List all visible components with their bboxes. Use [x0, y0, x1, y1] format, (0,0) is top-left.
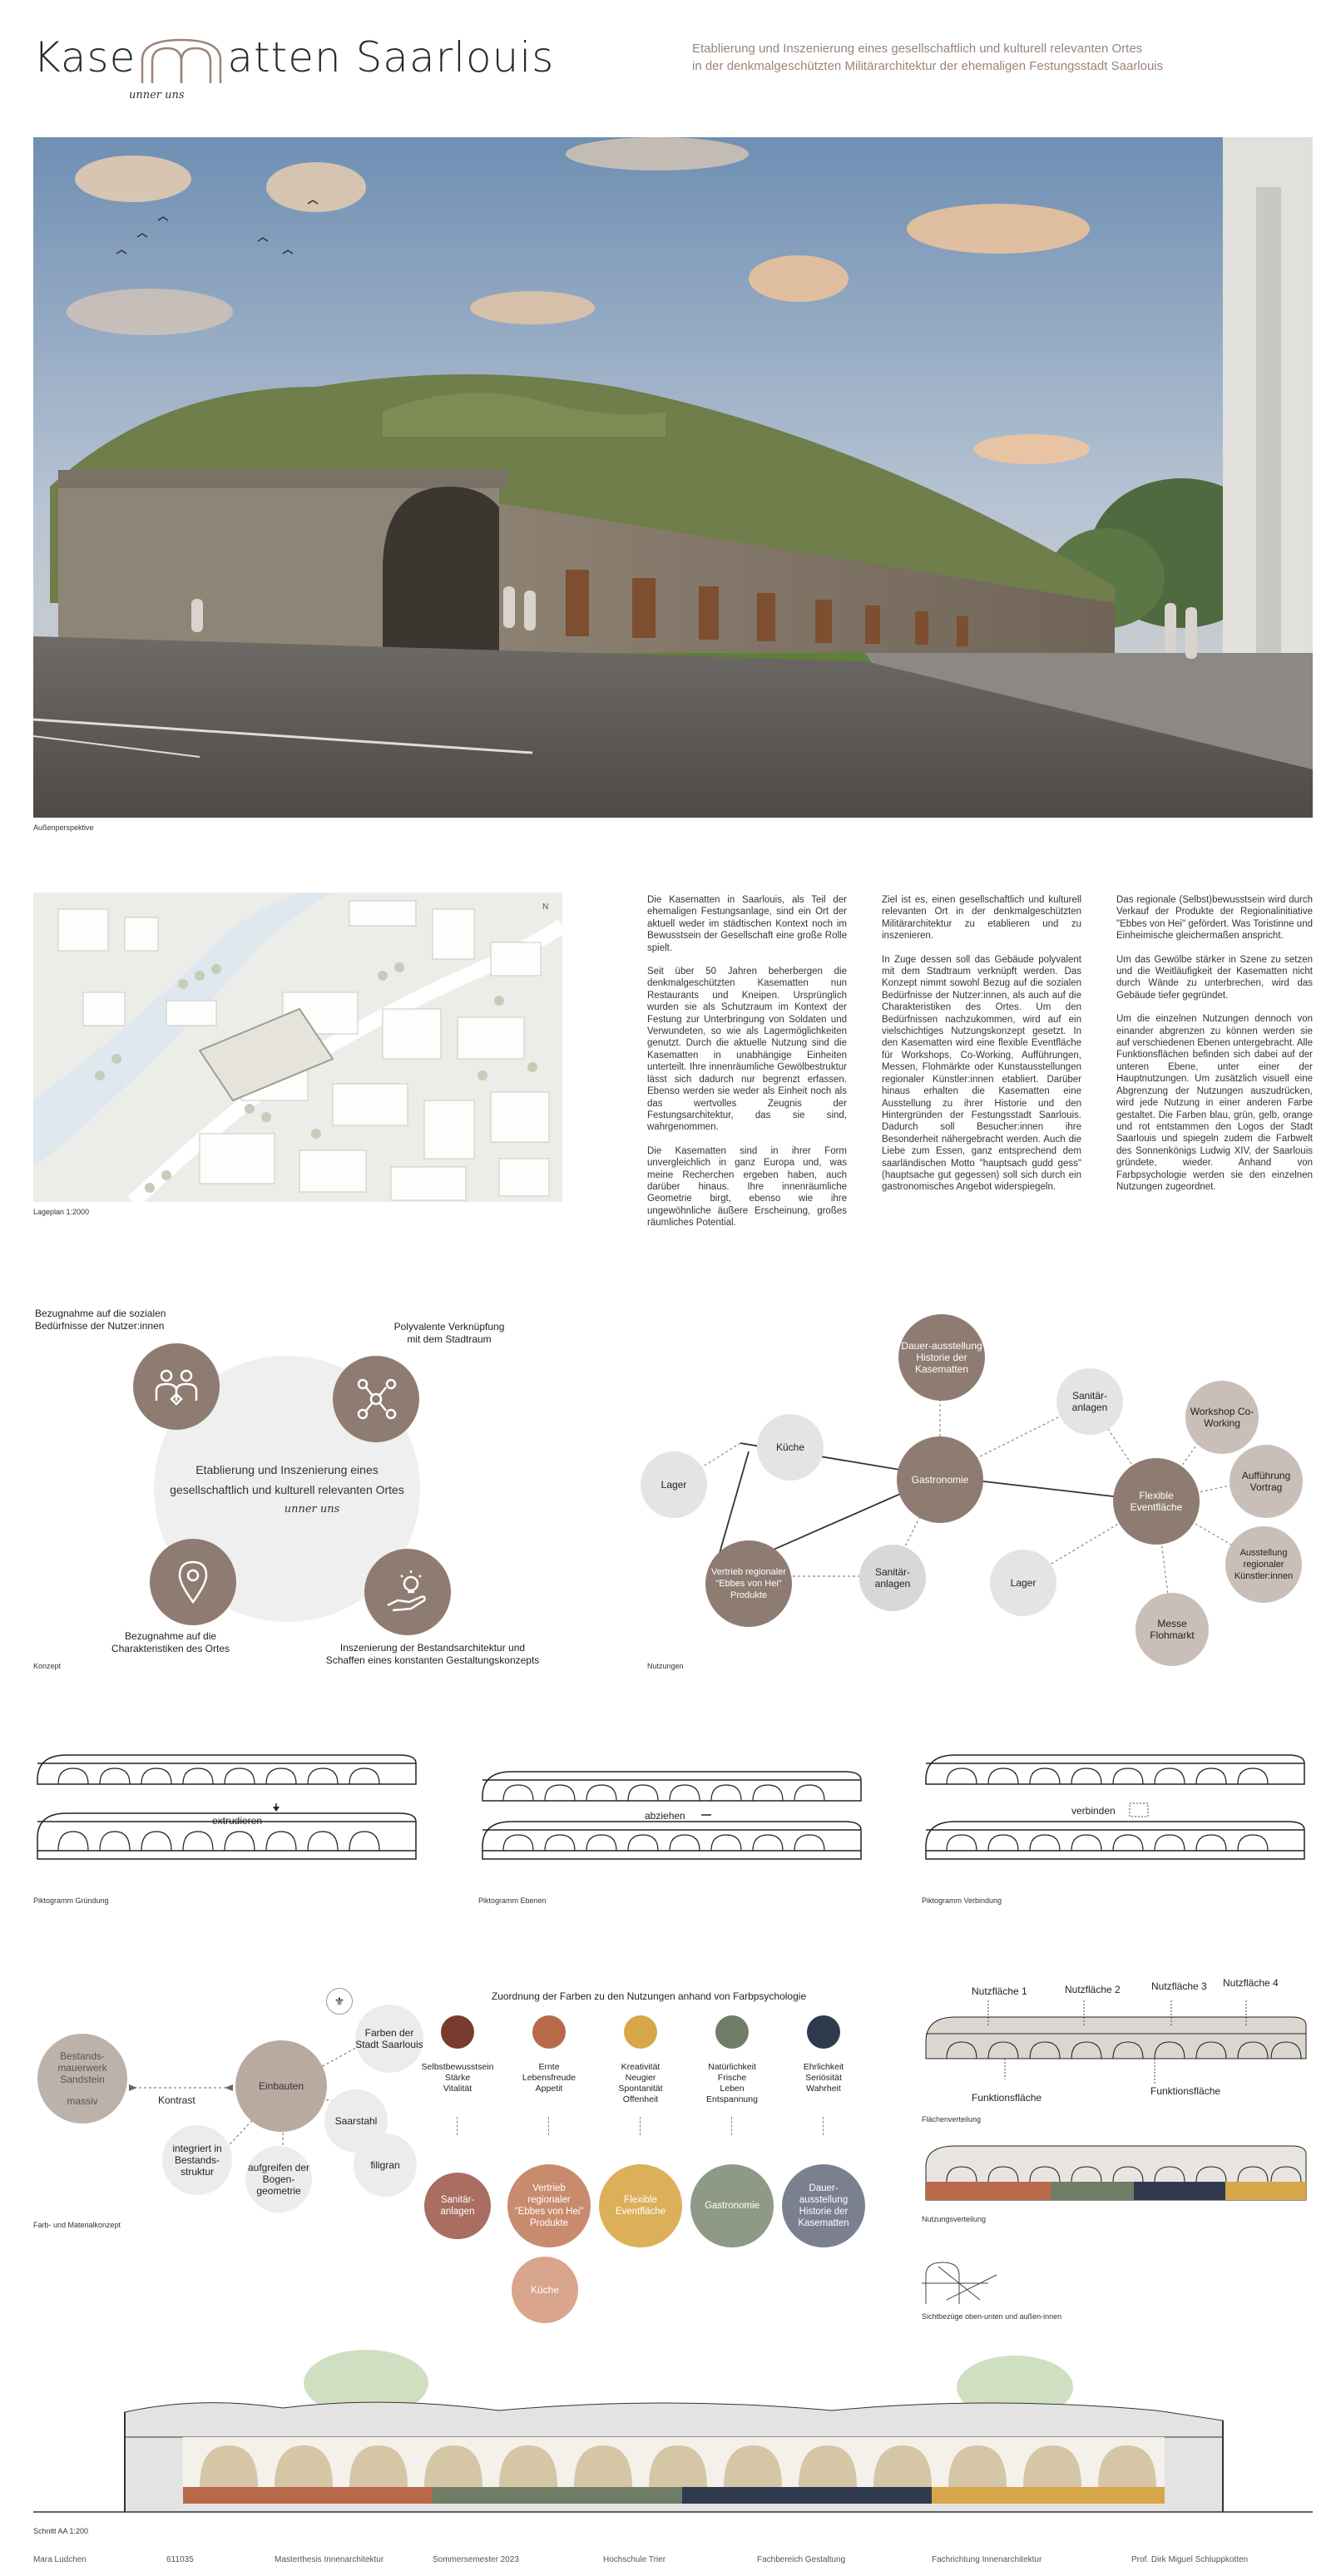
footer-item: 611035 — [166, 2555, 194, 2564]
material-node-bestand — [37, 2034, 127, 2124]
material-node-filigran: filigran — [354, 2133, 417, 2197]
coat-of-arms-icon: ⚜ — [326, 1988, 353, 2015]
hand-lightbulb-icon — [364, 1549, 451, 1635]
color-swatch — [807, 2015, 840, 2049]
caption-section: Schnitt AA 1:200 — [33, 2527, 89, 2535]
caption-concept: Konzept — [33, 1662, 62, 1670]
caption-pict1: Piktogramm Gründung — [33, 1896, 109, 1905]
caption-pict3: Piktogramm Verbindung — [922, 1896, 1002, 1905]
color-use-node: Dauer-ausstellung Historie der Kasematten — [782, 2164, 865, 2247]
area-label-f2: Funktionsfläche — [1150, 2085, 1221, 2097]
color-swatch — [715, 2015, 749, 2049]
material-contrast-label: Kontrast — [158, 2094, 195, 2106]
color-swatch — [624, 2015, 657, 2049]
material-bestand-sub: massiv — [67, 2095, 98, 2107]
use-node-sanitaer: Sanitär-anlagen — [859, 1545, 926, 1611]
color-word: Frische — [717, 2073, 747, 2083]
section-drawing — [33, 2346, 1313, 2524]
footer-item: Fachrichtung Innenarchitektur — [932, 2555, 1042, 2564]
use-node-auffuehrung: Aufführung Vortrag — [1230, 1445, 1303, 1518]
concept-label-tr — [358, 1321, 541, 1346]
color-word: Selbstbewusstsein — [421, 2062, 494, 2072]
caption-sight: Sichtbezüge oben-unten und außen-innen — [922, 2312, 1062, 2321]
color-word: Natürlichkeit — [708, 2062, 756, 2072]
svg-text:N: N — [542, 902, 549, 912]
use-node-messe: Messe Flohmarkt — [1136, 1593, 1209, 1666]
people-icon — [133, 1343, 220, 1430]
color-column — [599, 2010, 682, 2318]
concept-label-bl — [79, 1630, 262, 1655]
paragraph: Seit über 50 Jahren beherbergen die denkmalgeschützten Kasematten nun Restaurants und Kneipen. Ursprünglich wurden sie als Schutzraum im Kontext der Festung zur Unterbringung von Soldaten und Verwundeten, so wie als Lagermöglichkeiten genutzt. Durch die aktuelle Nutzung sind die Kasematten in unabhängige Einheiten unterteilt. Ihre innenräumliche Gewölbestruktur lässt sich dadurch nur begrenzt erfassen. Ebenso werden sie weder als Einheit noch als das wertvolles Zeugnis der Festungsarchitektur, das sie sind, wahrgenommen. — [647, 967, 847, 1133]
color-column — [690, 2010, 774, 2318]
caption-hero: Außenperspektive — [33, 823, 94, 832]
use-node-lager: Lager — [990, 1550, 1056, 1616]
color-word: Ernte — [538, 2062, 560, 2072]
concept-label-line: Bezugnahme auf die sozialen — [35, 1308, 166, 1319]
color-word: Kreativität — [621, 2062, 661, 2072]
color-words — [690, 2062, 774, 2105]
paragraph: Das regionale (Selbst)bewusstsein wird durch Verkauf der Produkte der Regionalinitiative "Ebbes von Hei" gefördert. Was Toristinne und Einheimische gleichermaßen anspricht. — [1116, 895, 1313, 942]
color-word: Lebensfreude — [522, 2073, 576, 2083]
material-diagram — [33, 1988, 433, 2213]
color-column — [782, 2010, 865, 2318]
arch-logo-icon — [136, 35, 227, 85]
color-use-node: Gastronomie — [690, 2164, 774, 2247]
concept-center-text — [154, 1460, 420, 1520]
color-words — [507, 2062, 591, 2094]
caption-area: Flächenverteilung — [922, 2115, 982, 2124]
site-map — [33, 892, 562, 1202]
area-label-n1: Nutzfläche 1 — [972, 1985, 1027, 1997]
paragraph: Die Kasematten in Saarlouis, als Teil der ehemaligen Festungsanlage, sind ein Ort der aktuell weder im städtischen Kontext noch im Bewusstsein der Gesellschaft eine große Rolle spielt. — [647, 895, 847, 953]
color-words — [782, 2062, 865, 2094]
pictogram-label-extrudieren: extrudieren — [212, 1815, 263, 1827]
concept-diagram — [33, 1306, 566, 1672]
text-column-2 — [882, 894, 1081, 1205]
material-node-aufgreifen: aufgreifen der Bogen-geometrie — [245, 2146, 312, 2213]
hero-image — [33, 137, 1313, 818]
page-title — [33, 33, 554, 85]
text-column-3 — [1116, 894, 1313, 1204]
title-right: atten Saarlouis — [227, 33, 555, 82]
concept-label-line: Bedürfnisse der Nutzer:innen — [35, 1320, 165, 1332]
paragraph: Um das Gewölbe stärker in Szene zu setzen und die Weitläufigkeit der Kasematten nicht durch Wände zu unterbrechen, wird das Gebäude tiefer gegründet. — [1116, 954, 1313, 1001]
text-column-1 — [647, 894, 847, 1241]
color-column — [416, 2010, 499, 2318]
color-use-node: Sanitär-anlagen — [424, 2173, 491, 2239]
use-node-sanitaer: Sanitär-anlagen — [1056, 1368, 1123, 1435]
concept-label-line: Charakteristiken des Ortes — [111, 1643, 230, 1654]
color-assignment — [416, 1990, 882, 2323]
color-swatch — [532, 2015, 566, 2049]
pictogram-label-verbinden: verbinden — [1071, 1805, 1116, 1817]
paragraph: Die Kasematten sind in ihrer Form unvergleichlich in ganz Europa und, was meine Recherchen ergeben haben, auch darüber hinaus. Ihre innenräumliche Geometrie birgt, ebenso wie ihre ungewöhnliche äußere Erscheinung, großes räumliches Potential. — [647, 1145, 847, 1229]
paragraph: In Zuge dessen soll das Gebäude polyvalent mit dem Stadtraum verknüpft werden. Das Konzept nimmt sowohl Bezug auf die sozialen Bedürfnisse der Nutzer:innen, als auch auf die Charakteristiken des Ortes. Um den Bedürfnissen nachzukommen, wird auf ein vielschichtiges Nutzungskonzept gesetzt. In den Kasematten wird eine flexible Eventfläche für Workshops, Co-Working, Aufführungen, Messen, Flohmärkte oder Kunstausstellungen regionaler Künstler:innen etabliert. Darüber hinaus erhalten die Kasematten eine Ausstellung zu ihrer Historie und den Hintergründen der Festungsstadt Saarlouis. Dadurch soll Besucher:innen ihre Besonderheit nähergebracht werden. Auch die Liebe zum Essen, ganz entsprechend dem saarländischen Motto "hauptsach gudd gess" (hauptsache gut gegessen) soll sich durch ein gastronomisches Angebot widerspiegeln. — [882, 954, 1081, 1193]
use-node-workshop: Workshop Co-Working — [1185, 1381, 1259, 1454]
caption-map: Lageplan 1:2000 — [33, 1208, 90, 1216]
caption-uses: Nutzungen — [647, 1662, 684, 1670]
concept-center-line: gesellschaftlich und kulturell relevanten Ortes — [170, 1483, 404, 1496]
use-node-lager: Lager — [641, 1451, 707, 1518]
footer-item: Sommersemester 2023 — [433, 2555, 519, 2564]
color-word: Appetit — [535, 2084, 563, 2094]
material-node-saarstahl: Saarstahl — [324, 2089, 388, 2153]
color-word: Seriösität — [805, 2073, 842, 2083]
use-node-kueche: Küche — [757, 1414, 824, 1481]
uses-diagram — [632, 1302, 1314, 1668]
casemate-pictogram — [33, 1738, 424, 1871]
color-word: Ehrlichkeit — [803, 2062, 844, 2072]
pictogram-gruendung — [33, 1738, 424, 1876]
concept-label-line: Bezugnahme auf die — [124, 1630, 217, 1642]
color-word: Entspannung — [706, 2094, 758, 2104]
title-left: Kase — [33, 33, 136, 82]
use-node-gastronomie: Gastronomie — [897, 1436, 983, 1523]
footer-item: Prof. Dirk Miguel Schluppkotten — [1131, 2555, 1249, 2564]
network-icon — [333, 1356, 419, 1442]
color-word: Stärke — [444, 2073, 471, 2083]
caption-pict2: Piktogramm Ebenen — [478, 1896, 547, 1905]
use-node-eventflaeche: Flexible Eventfläche — [1113, 1458, 1200, 1545]
area-label-n4: Nutzfläche 4 — [1223, 1977, 1279, 1989]
color-words — [416, 2062, 499, 2094]
concept-label-line: Inszenierung der Bestandsarchitektur und — [339, 1642, 526, 1654]
color-use-node: Flexible Eventfläche — [599, 2164, 682, 2247]
color-word: Vitalität — [443, 2084, 473, 2094]
casemate-pictogram — [478, 1738, 869, 1871]
concept-label-line: mit dem Stadtraum — [407, 1333, 492, 1345]
pictogram-verbindung — [922, 1738, 1313, 1876]
material-node-einbauten: Einbauten — [235, 2040, 327, 2132]
concept-center-line: Etablierung und Inszenierung eines — [195, 1463, 379, 1476]
casemate-pictogram — [922, 1738, 1313, 1871]
paragraph: Um die einzelnen Nutzungen dennoch von einander abgrenzen zu können werden sie auf verschiedenen Ebenen untergebracht. Alle Funktionsflächen befinden sich dabei auf der unteren Ebene, unter einer der Hauptnutzungen. Um zusätzlich visuell eine Abgrenzung der Nutzungen auszudrücken, wird jede Nutzung in einer anderen Farbe gestaltet. Die Farben blau, grün, gelb, orange und rot entstammen den Logos der Stadt Saarlouis und spiegeln zudem die Farbwelt des Sonnenkönigs Ludwig XIV, der Saarlouis gründete, wieder. Anhand von Farbpsychologie werden sie den einzelnen Nutzungen zugeordnet. — [1116, 1014, 1313, 1192]
area-distribution — [922, 1977, 1313, 2258]
logo-tagline: unner uns — [129, 89, 185, 101]
concept-label-tl — [35, 1308, 166, 1332]
caption-usage-dist: Nutzungsverteilung — [922, 2215, 987, 2223]
sightline-sketch — [922, 2258, 1013, 2312]
material-bestand-label: Bestands-mauerwerk Sandstein — [57, 2050, 107, 2085]
use-node-vertrieb: Vertrieb regionaler "Ebbes von Hei" Produkte — [705, 1540, 792, 1627]
subtitle-line-1: Etablierung und Inszenierung eines gesellschaftlich und kulturell relevanten Ortes — [692, 42, 1143, 56]
concept-label-br — [308, 1642, 557, 1667]
footer-item: Fachbereich Gestaltung — [757, 2555, 846, 2564]
area-label-n2: Nutzfläche 2 — [1065, 1984, 1121, 1995]
footer-item: Mara Ludchen — [33, 2555, 87, 2564]
caption-material: Farb- und Materialkonzept — [33, 2221, 121, 2229]
pictogram-ebenen — [478, 1738, 869, 1876]
concept-center-tagline: unner uns — [284, 1503, 340, 1515]
color-heading: Zuordnung der Farben zu den Nutzungen anhand von Farbpsychologie — [491, 1990, 807, 2002]
color-use-node-kueche: Küche — [512, 2257, 578, 2323]
usage-plan — [922, 2142, 1313, 2208]
color-word: Leben — [720, 2084, 745, 2094]
area-label-n3: Nutzfläche 3 — [1151, 1980, 1207, 1992]
color-word: Offenheit — [622, 2094, 659, 2104]
subtitle — [692, 40, 1291, 75]
pictogram-label-abziehen: abziehen — [645, 1810, 685, 1822]
location-pin-icon — [150, 1539, 236, 1625]
material-node-farben: Farben der Stadt Saarlouis — [355, 2005, 423, 2073]
concept-label-line: Schaffen eines konstanten Gestaltungskonzepts — [325, 1654, 540, 1666]
area-label-f1: Funktionsfläche — [972, 2092, 1042, 2104]
paragraph: Ziel ist es, einen gesellschaftlich und kulturell relevanten Ort in der denkmalgeschützten Militärarchitektur zu etablieren und zu inszenieren. — [882, 895, 1081, 942]
use-node-dauerausstellung: Dauer-ausstellung Historie der Kasematten — [898, 1314, 985, 1401]
material-node-integriert: integriert in Bestands-struktur — [162, 2125, 232, 2195]
color-words — [599, 2062, 682, 2105]
color-swatch — [441, 2015, 474, 2049]
use-node-ausstellung: Ausstellung regionaler Künstler:innen — [1225, 1526, 1302, 1603]
footer-item: Masterthesis Innenarchitektur — [275, 2555, 384, 2564]
color-word: Wahrheit — [806, 2084, 841, 2094]
footer-item: Hochschule Trier — [603, 2555, 666, 2564]
color-word: Neugier — [625, 2073, 656, 2083]
concept-label-line: Polyvalente Verknüpfung — [393, 1321, 505, 1332]
color-word: Spontanität — [618, 2084, 663, 2094]
subtitle-line-2: in der denkmalgeschützten Militärarchitektur der ehemaligen Festungsstadt Saarlouis — [692, 59, 1164, 73]
color-use-node: Vertrieb regionaler "Ebbes von Hei" Produkte — [507, 2164, 591, 2247]
